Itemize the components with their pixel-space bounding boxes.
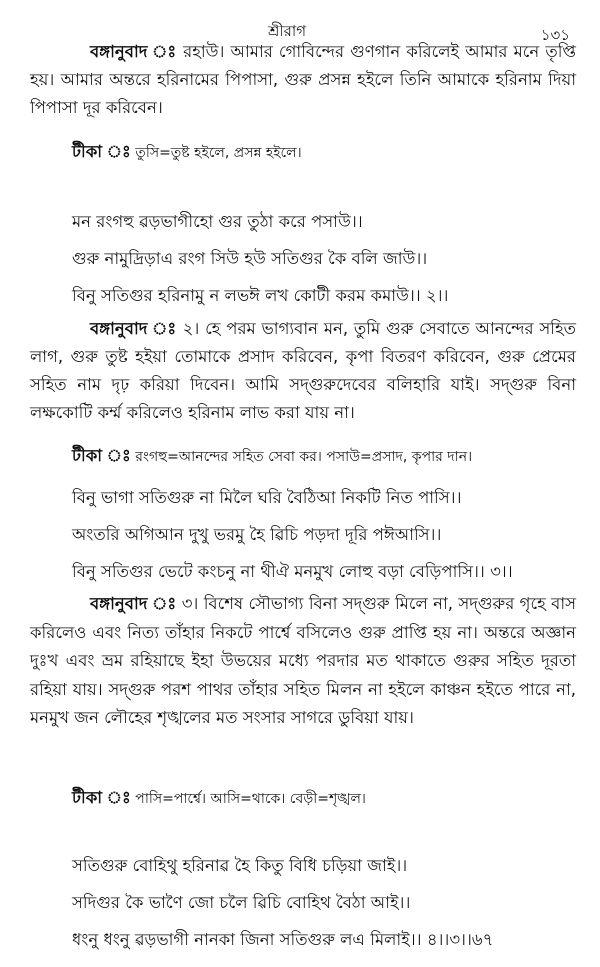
- translation-paragraph-2: [30, 315, 576, 427]
- translation-text: ২। হে পরম ভাগ্যবান মন, তুমি গুরু সেবাতে আনন্দের সহিত লাগ, গুরু তুষ্ট হইয়া তোমাকে প্রসাদ করিবেন, কৃপা বিতরণ করিবেন, গুরু প্রেমের সহিত নাম দৃঢ় করিয়া দিবেন। আমি সদ্গুরুদেবের বলিহারি যাই। সদ্গুরু বিনা লক্ষকোটি কর্ম্ম করিলেও হরিনাম লাভ করা যায় না।: [30, 319, 577, 422]
- gloss-1: [72, 141, 572, 164]
- verse-block-2: [72, 484, 582, 595]
- translation-paragraph-1: [30, 38, 576, 122]
- translation-label: বঙ্গানুবাদ ঃ: [90, 319, 177, 338]
- verse-line: বিনু ভাগা সতিগুরু না মিলৈ ঘরি বৈঠিআ নিকটি নিত পাসি।।: [72, 488, 462, 507]
- verse-line: গুরু নামুদ্রিড়াএ রংগ সিউ হউ সতিগুর কৈ বলি জাউ।।: [72, 249, 428, 268]
- running-title: শ্রীরাগ: [268, 22, 307, 40]
- gloss-text: রংগহু=আনন্দের সহিত সেবা কর। পসাউ=প্রসাদ, কৃপার দান।: [130, 449, 473, 465]
- translation-text: ৩। বিশেষ সৌভাগ্য বিনা সদ্গুরু মিলে না, সদ্গুরুর গৃহে বাস করিলেও এবং নিত্য তাঁহার নিকটে পার্শ্বে বসিলেও গুরু প্রাপ্তি হয় না। অন্তরে অজ্ঞান দুঃখ এবং ভ্রম রহিয়াছে ইহা উভয়ের মধ্যে পরদার মত থাকাতে গুরুর সহিত দূরতা রহিয়া যায়। সদ্গুরু পরশ পাথর তাঁহার সহিত মিলন না হইলে কাঞ্চন হইতে পারে না, মনমুখ জন লৌহের শৃঙ্খলের মত সংসার সাগরে ডুবিয়া যায়।: [30, 594, 577, 727]
- translation-paragraph-3: [30, 590, 576, 733]
- verse-line: ধংনু ধংনু ৱড়ভাগী নানকা জিনা সতিগুরু লএ মিলাই।। ৪।।৩।।৬৭: [72, 930, 494, 949]
- gloss-text: তুসি=তুষ্ট হইলে, প্রসন্ন হইলে।: [130, 145, 302, 161]
- gloss-2: [72, 445, 572, 468]
- verse-line: সদিগুর কৈ ভাণৈ জো চলৈ ৱিচি বোহিথ বৈঠা আই।।: [72, 893, 411, 912]
- gloss-label: টীকা ঃ: [72, 788, 131, 807]
- verse-block-1: [72, 208, 582, 319]
- translation-label: বঙ্গানুবাদ ঃ: [90, 42, 178, 61]
- verse-line: বিনু সতিগুর হরিনামু ন লভঈ লখ কোটী করম কমাউ।। ২।।: [72, 286, 449, 305]
- verse-block-3: [72, 852, 582, 963]
- verse-line: বিনু সতিগুর ভেটে কংচনু না থীঐ মনমুখ লোহু বড়া বেড়িপাসি।। ৩।।: [72, 562, 513, 581]
- verse-line: মন রংগহু ৱড়ভাগীহো গুর তুঠা করে পসাউ।।: [72, 212, 363, 231]
- gloss-text: পাসি=পার্শ্বে। আসি=থাকে। বেড়ী=শৃঙ্খল।: [130, 791, 366, 807]
- gloss-3: [72, 787, 572, 810]
- verse-line: অংতরি অগিআন দুখু ভরমু হৈ ৱিচি পড়দা দূরি পঈআসি।।: [72, 525, 442, 544]
- gloss-label: টীকা ঃ: [72, 446, 131, 465]
- gloss-label: টীকা ঃ: [72, 142, 131, 161]
- translation-label: বঙ্গানুবাদ ঃ: [90, 594, 177, 613]
- page-number: ১৩১: [540, 26, 570, 44]
- verse-line: সতিগুরু বোহিথু হরিনাৱ হৈ কিতু বিধি চড়িয়া জাই।।: [72, 856, 408, 875]
- translation-text: রহাউ। আমার গোবিন্দের গুণগান করিলেই আমার মনে তৃপ্তি হয়। আমার অন্তরে হরিনামের পিপাসা, গুরু প্রসন্ন হইলে তিনি আমাকে হরিনাম দিয়া পিপাসা দূর করিবেন।: [30, 42, 576, 117]
